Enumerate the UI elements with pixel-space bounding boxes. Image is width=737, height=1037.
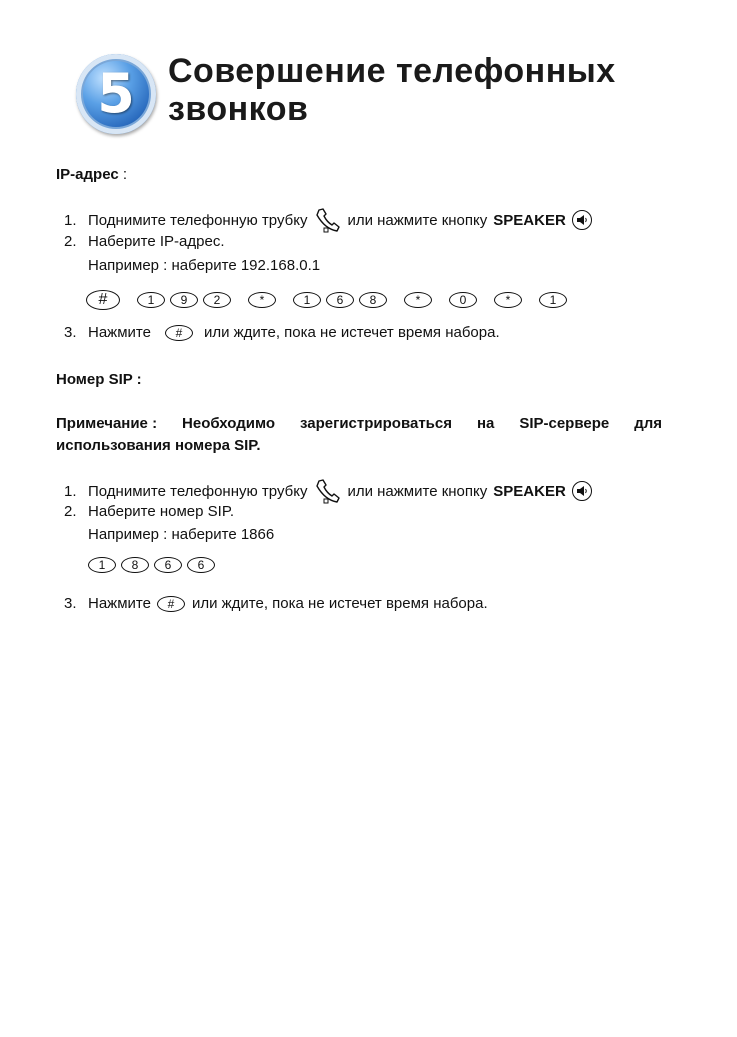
key-8: 8 — [359, 292, 387, 308]
sip-heading: Номер SIP : — [56, 371, 142, 388]
key-6: 6 — [154, 557, 182, 573]
page-title-line1: Совершение телефонных — [168, 52, 616, 90]
key-1: 1 — [293, 292, 321, 308]
speaker-icon — [572, 210, 592, 230]
key-0: 0 — [449, 292, 477, 308]
sip-step-3: 3. Нажмите # или ждите, пока не истечет время набора. — [64, 595, 488, 612]
sip-note: Примечание : Необходимо зарегистрироваться на SIP-сервере для использования номера SIP. — [56, 415, 662, 454]
key-hash: # — [157, 596, 185, 612]
key-9: 9 — [170, 292, 198, 308]
page-title-line2: звонков — [168, 90, 309, 128]
key-star: * — [404, 292, 432, 308]
key-2: 2 — [203, 292, 231, 308]
key-hash: # — [165, 325, 193, 341]
ip-example: Например : наберите 192.168.0.1 — [88, 257, 321, 274]
key-hash: # — [86, 290, 120, 310]
key-star: * — [494, 292, 522, 308]
ip-step-2: 2. Наберите IP-адрес. — [64, 233, 225, 250]
ip-step-3: 3. Нажмите # или ждите, пока не истечет время набора. — [64, 324, 500, 341]
handset-icon — [313, 207, 341, 233]
sip-step-1: 1. Поднимите телефонную трубку или нажмите кнопку SPEAKER — [64, 478, 592, 504]
key-8: 8 — [121, 557, 149, 573]
ip-heading: IP-адрес : — [56, 166, 128, 183]
sip-key-sequence — [88, 557, 220, 573]
step-number: 5 — [97, 62, 135, 125]
key-6: 6 — [187, 557, 215, 573]
key-1: 1 — [539, 292, 567, 308]
ip-step-1: 1. Поднимите телефонную трубку или нажмите кнопку SPEAKER — [64, 207, 592, 233]
sip-example: Например : наберите 1866 — [88, 526, 275, 543]
key-6: 6 — [326, 292, 354, 308]
key-star: * — [248, 292, 276, 308]
page-title — [168, 52, 616, 128]
step-number-badge — [76, 54, 156, 134]
sip-step-2: 2. Наберите номер SIP. — [64, 503, 235, 520]
speaker-icon — [572, 481, 592, 501]
key-1: 1 — [88, 557, 116, 573]
handset-icon — [313, 478, 341, 504]
ip-key-sequence — [86, 290, 572, 310]
key-1: 1 — [137, 292, 165, 308]
